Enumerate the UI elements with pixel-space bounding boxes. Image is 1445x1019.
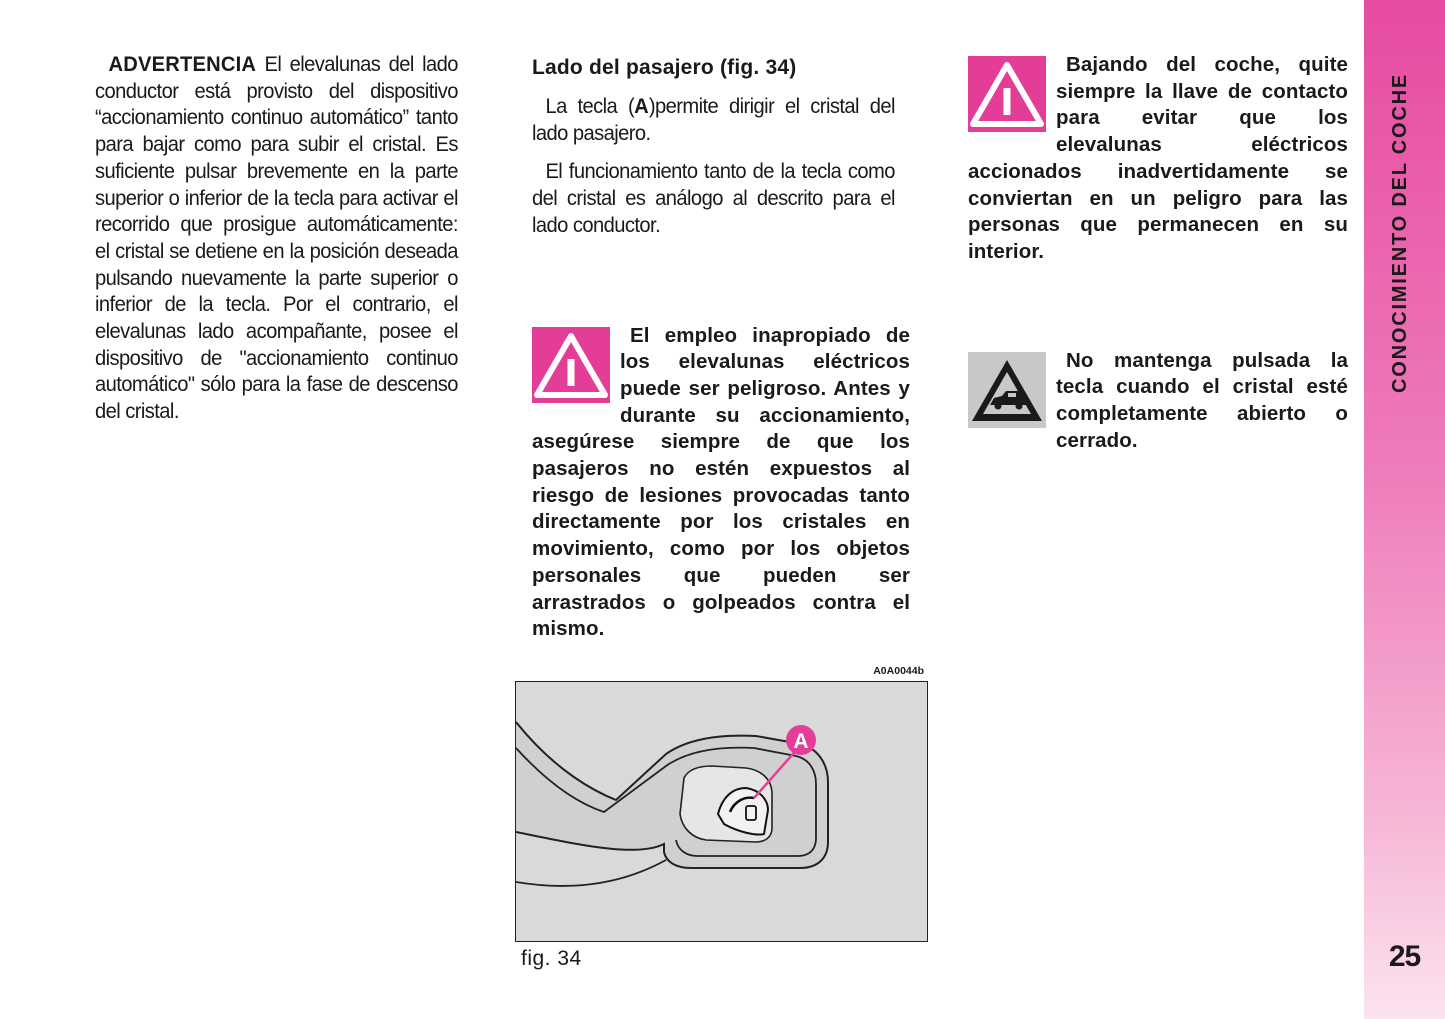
- warning-misuse-text: El empleo inapropiado de los elevalunas eléctricos puede ser peligroso. Antes y durante su accionamiento, asegúrese siempre de que los pasajeros no estén expuestos al riesgo de lesiones provocadas tanto directamente por los cristales en movimiento, como por los objetos personales que pueden ser arrastrados o golpeados contra el mismo.: [532, 323, 910, 641]
- advertencia-column: [95, 52, 473, 426]
- passenger-p1-before: La tecla (: [545, 95, 635, 118]
- warning-key: [968, 52, 1348, 266]
- passenger-paragraph-1: [532, 94, 895, 147]
- warning-hold: [968, 348, 1348, 455]
- warning-misuse: [532, 323, 910, 643]
- warning-hold-text: No mantenga pulsada la tecla cuando el cristal esté completamente abierto o cerrado.: [1056, 348, 1348, 452]
- advertencia-label: ADVERTENCIA: [108, 53, 257, 76]
- passenger-heading: Lado del pasajero (fig. 34): [532, 56, 797, 79]
- passenger-column: [532, 56, 910, 643]
- key-a-label: A: [634, 95, 649, 118]
- passenger-paragraph-2: El funcionamiento tanto de la tecla como del cristal es análogo al descrito para el lado conductor.: [532, 160, 895, 237]
- danger-triangle-icon: [532, 327, 610, 403]
- figure-caption: fig. 34: [521, 947, 582, 970]
- figure-callout-a: A: [793, 730, 809, 753]
- warnings-column: [968, 52, 1348, 454]
- figure-illustration: [515, 681, 928, 942]
- window-switch-drawing: [516, 682, 927, 941]
- passenger-p1-after: )permite dirigir el cristal del lado pasajero.: [532, 95, 895, 145]
- advertencia-paragraph: [95, 52, 458, 426]
- page-number: 25: [1388, 940, 1421, 973]
- figure-34: [515, 665, 928, 971]
- warning-key-text: Bajando del coche, quite siempre la llave de contacto para evitar que los elevalunas eléctricos accionados inadvertidamente se conviertan en un peligro para las personas que permanecen en su interior.: [968, 53, 1348, 263]
- section-title: CONOCIMIENTO DEL COCHE: [1389, 73, 1411, 393]
- car-warning-triangle-icon: [968, 352, 1046, 428]
- figure-code: A0A0044b: [873, 665, 924, 677]
- danger-triangle-icon: [968, 56, 1046, 132]
- advertencia-text: El elevalunas del lado conductor está provisto del dispositivo “accionamiento continuo automático” tanto para bajar como para subir el cristal. Es suficiente pulsar brevemente en la parte superior o inferior de la tecla para activar el recorrido que prosigue automáticamente: el cristal se detiene en la posición deseada pulsando nuevamente la parte superior o inferior de la tecla. Por el contrario, el elevalunas lado acompañante, posee el dispositivo de "accionamiento continuo automático" sólo para la fase de descenso del cristal.: [95, 53, 458, 424]
